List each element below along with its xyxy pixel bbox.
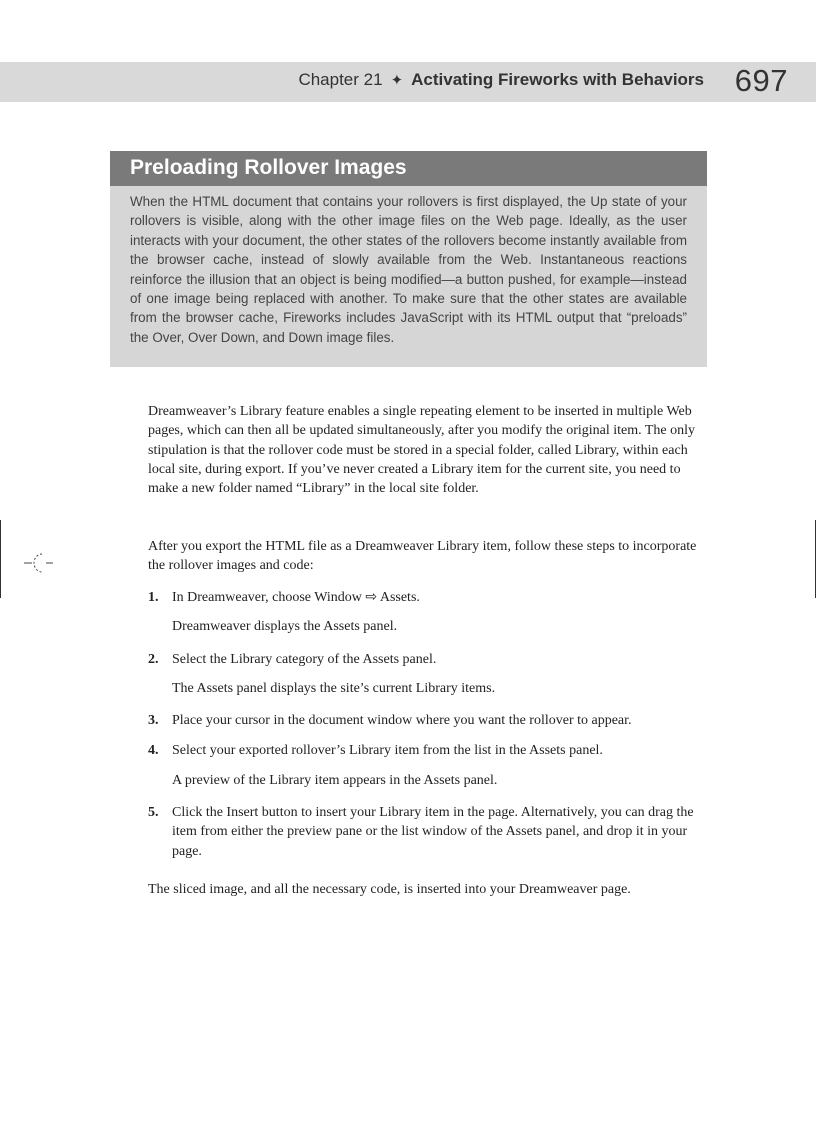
sidebar-title: Preloading Rollover Images [130,156,407,179]
margin-rule-left [0,520,1,598]
closing-paragraph: The sliced image, and all the necessary code, is inserted into your Dreamweaver page. [148,882,631,897]
step-item [148,741,708,790]
registration-mark-icon [22,548,54,574]
sidebar-box [110,151,707,367]
step-item [148,650,708,699]
step-result: The Assets panel displays the site’s current Library items. [172,680,496,696]
running-header [0,62,816,102]
header-separator-icon: ✦ [390,72,404,89]
step-number: 4. [148,743,159,759]
body-paragraph: After you export the HTML file as a Dreamweaver Library item, follow these steps to incorporate the rollover images and code: [148,539,697,574]
step-text: Select the Library category of the Assets panel. [172,651,437,667]
sidebar-body: When the HTML document that contains your rollovers is first displayed, the Up state of your rollovers is visible, along with the other image files on the Web page. Ideally, as the user interacts with your document, the other states of the rollovers become instantly available from the browser cache, instead of slowly available from the Web. Instantaneous reactions reinforce the illusion that an object is being modified—a button pushed, for example—instead of one image being replaced with another. To make sure that the other states are available from the browser cache, Fireworks includes JavaScript with its HTML output that “preloads” the Over, Over Down, and Down image files. [130,194,687,345]
step-text: Place your cursor in the document window where you want the rollover to appear. [172,713,632,729]
body-paragraph: Dreamweaver’s Library feature enables a single repeating element to be inserted in multiple Web pages, which can then all be updated simultaneously, after you modify the original item. The only stipulation is that the rollover code must be stored in a special folder, called Library, within each local site, during export. If you’ve never created a Library item for the current site, you need to make a new folder named “Library” in the local site folder. [148,404,696,497]
step-result: A preview of the Library item appears in the Assets panel. [172,772,498,788]
step-text: Click the Insert button to insert your Library item in the page. Alternatively, you can drag the item from either the preview pane or the list window of the Assets panel, and drop it in your page. [172,805,694,859]
step-result: Dreamweaver displays the Assets panel. [172,619,398,635]
chapter-title: Activating Fireworks with Behaviors [411,70,704,89]
header-chapter-line [298,70,704,90]
step-text: Select your exported rollover’s Library item from the list in the Assets panel. [172,743,603,759]
page-number: 697 [734,63,788,98]
step-number: 2. [148,651,159,667]
step-item [148,588,708,637]
step-item [148,803,708,861]
step-number: 1. [148,590,159,605]
step-number: 5. [148,805,159,821]
step-number: 3. [148,713,159,729]
step-text: In Dreamweaver, choose Window ⇨ Assets. [172,590,420,605]
steps-list [148,588,708,861]
sidebar-title-bar [110,151,707,186]
chapter-label: Chapter 21 [298,70,383,89]
step-item [148,711,708,730]
